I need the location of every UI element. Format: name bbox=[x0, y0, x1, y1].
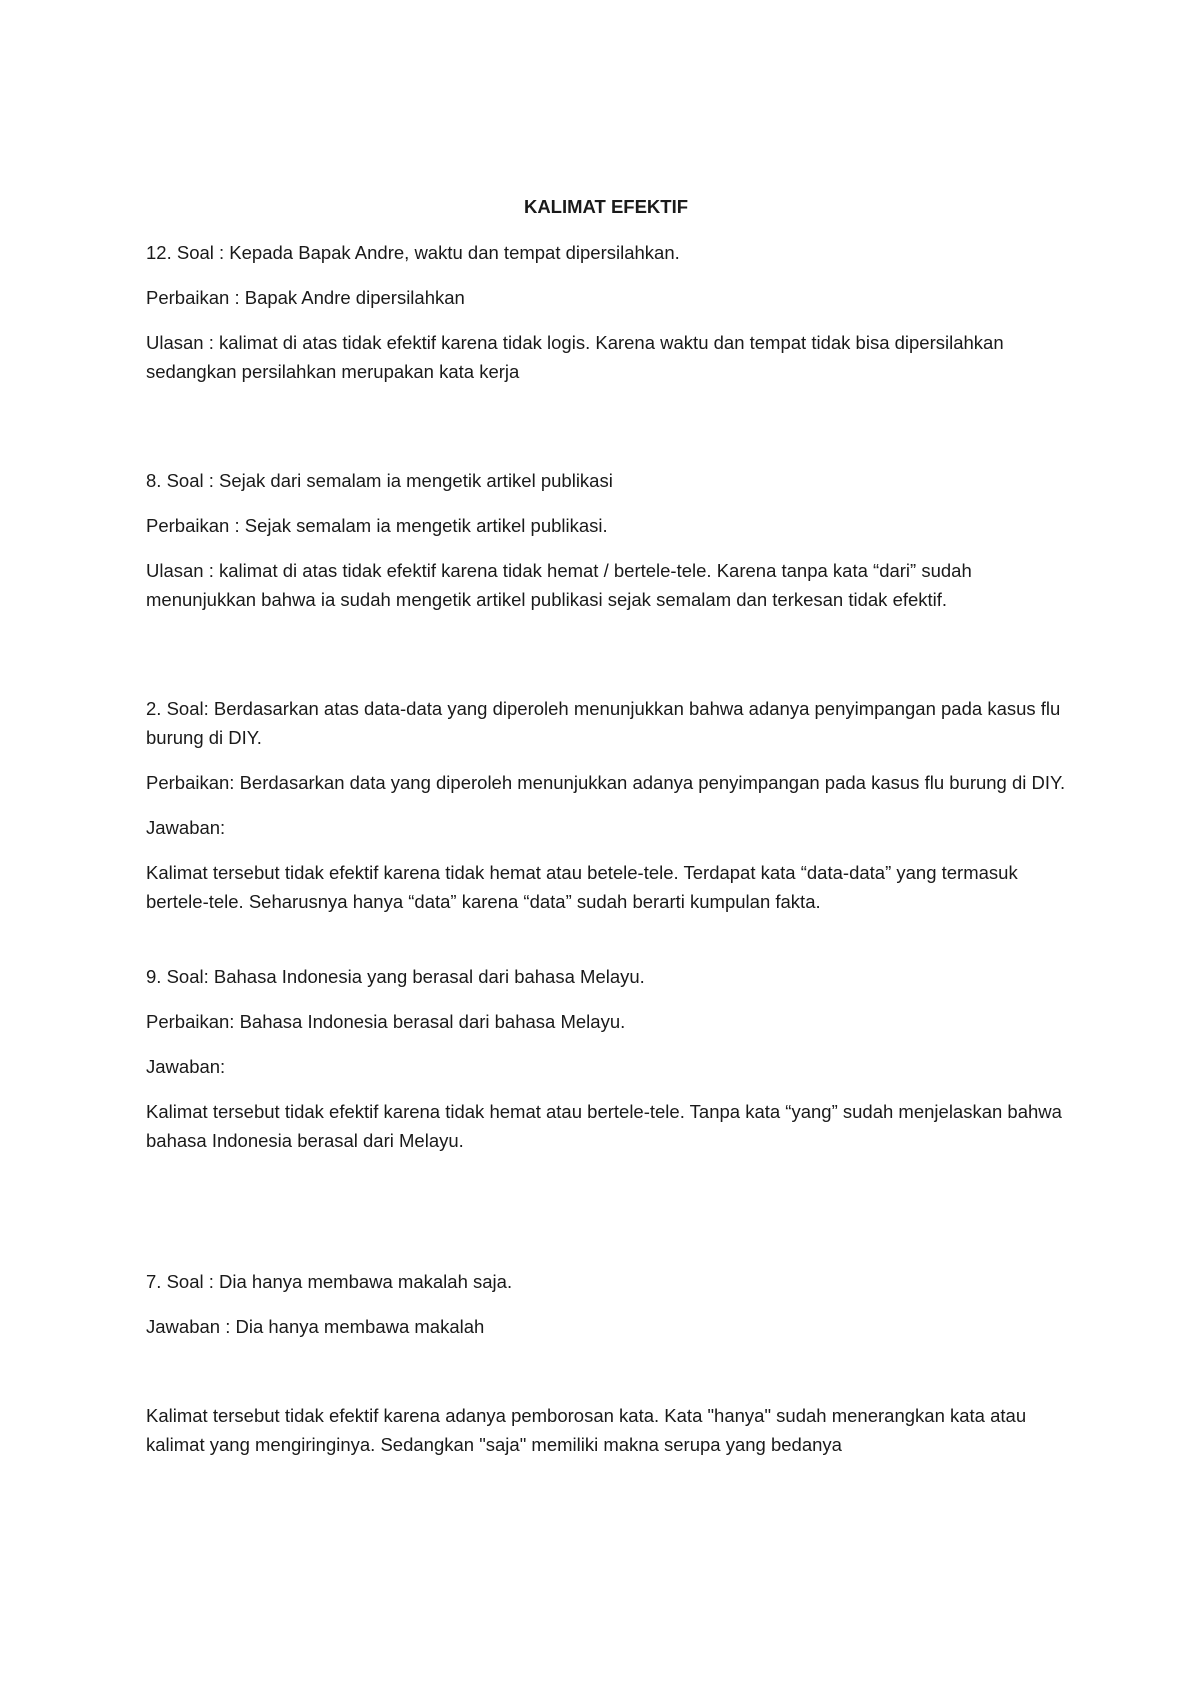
perbaikan-12: Perbaikan : Bapak Andre dipersilahkan bbox=[146, 287, 465, 308]
perbaikan-9: Perbaikan: Bahasa Indonesia berasal dari bahasa Melayu. bbox=[146, 1011, 626, 1032]
jawaban-label-2: Jawaban: bbox=[146, 817, 226, 838]
soal-7: 7. Soal : Dia hanya membawa makalah saja. bbox=[146, 1271, 513, 1292]
jawaban-7: Jawaban : Dia hanya membawa makalah bbox=[146, 1316, 485, 1337]
perbaikan-2: Perbaikan: Berdasarkan data yang diperoleh menunjukkan adanya penyimpangan pada kasus flu burung di DIY. bbox=[146, 772, 1066, 793]
jawaban-9: Kalimat tersebut tidak efektif karena tidak hemat atau bertele-tele. Tanpa kata “yang” sudah menjelaskan bahwa bahasa Indonesia berasal dari Melayu. bbox=[146, 1101, 1062, 1151]
perbaikan-8: Perbaikan : Sejak semalam ia mengetik artikel publikasi. bbox=[146, 515, 608, 536]
ulasan-12: Ulasan : kalimat di atas tidak efektif karena tidak logis. Karena waktu dan tempat tidak bisa dipersilahkan sedangkan persilahkan merupakan kata kerja bbox=[146, 332, 1004, 382]
soal-8: 8. Soal : Sejak dari semalam ia mengetik artikel publikasi bbox=[146, 470, 613, 491]
jawaban-2: Kalimat tersebut tidak efektif karena tidak hemat atau betele-tele. Terdapat kata “data-data” yang termasuk bertele-tele. Seharusnya hanya “data” karena “data” sudah berarti kumpulan fakta. bbox=[146, 862, 1018, 912]
soal-2: 2. Soal: Berdasarkan atas data-data yang diperoleh menunjukkan bahwa adanya penyimpangan pada kasus flu burung di DIY. bbox=[146, 698, 1061, 748]
jawaban-label-9: Jawaban: bbox=[146, 1056, 226, 1077]
soal-9: 9. Soal: Bahasa Indonesia yang berasal dari bahasa Melayu. bbox=[146, 966, 645, 987]
soal-12: 12. Soal : Kepada Bapak Andre, waktu dan tempat dipersilahkan. bbox=[146, 242, 680, 263]
ulasan-8: Ulasan : kalimat di atas tidak efektif karena tidak hemat / bertele-tele. Karena tanpa kata “dari” sudah menunjukkan bahwa ia sudah mengetik artikel publikasi sejak semalam dan terkesan tidak efektif. bbox=[146, 560, 972, 610]
document-body bbox=[146, 192, 1066, 1475]
document-title: KALIMAT EFEKTIF bbox=[523, 196, 689, 217]
penjelasan-7: Kalimat tersebut tidak efektif karena adanya pemborosan kata. Kata "hanya" sudah menerangkan kata atau kalimat yang mengiringinya. Sedangkan "saja" memiliki makna serupa yang bedanya bbox=[146, 1405, 1027, 1455]
